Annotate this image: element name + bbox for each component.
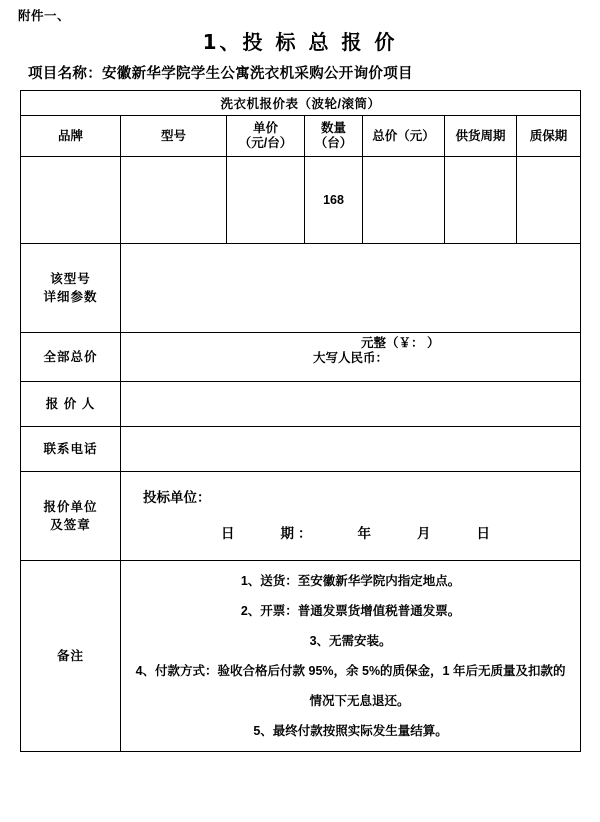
signature-company-label: 投标单位：: [143, 490, 211, 505]
quotation-table: [20, 90, 581, 752]
header-quantity-line2: （台）: [314, 136, 353, 150]
total-price-yuan-label: 元整（￥： ）: [361, 336, 440, 350]
signature-date-colon: 期：: [280, 526, 316, 541]
signature-year: 年: [357, 526, 375, 541]
table-row: [21, 157, 581, 244]
bidder-value[interactable]: [121, 382, 581, 427]
signature-row: [21, 472, 581, 561]
cell-total-price[interactable]: [363, 157, 445, 244]
cell-quantity: 168: [305, 157, 363, 244]
signature-day: 日: [476, 526, 494, 541]
header-model: 型号: [121, 116, 227, 157]
remark-item: 4、付款方式：验收合格后付款 95%，余 5%的质保金，1 年后无质量及扣款的: [135, 664, 566, 678]
signature-month: 月: [417, 526, 435, 541]
signature-company-line: [121, 480, 580, 516]
remark-item: 1、送货：至安徽新华学院内指定地点。: [240, 574, 461, 588]
total-price-uppercase-label: 大写人民币：: [313, 351, 389, 365]
remark-label: 备注: [21, 561, 121, 752]
remark-item: 5、最终付款按照实际发生量结算。: [253, 724, 448, 738]
phone-row: [21, 427, 581, 472]
signature-label-line1: 报价单位: [43, 500, 98, 514]
remark-item: 3、无需安装。: [309, 634, 392, 648]
signature-value[interactable]: [121, 472, 581, 561]
cell-brand[interactable]: [21, 157, 121, 244]
signature-date-label: 日: [221, 526, 239, 541]
header-warranty: 质保期: [517, 116, 581, 157]
spec-label-line1: 该型号: [50, 272, 91, 286]
phone-label: 联系电话: [21, 427, 121, 472]
remark-item-continued: 情况下无息退还。: [309, 694, 410, 708]
cell-supply-cycle[interactable]: [445, 157, 517, 244]
header-quantity: [305, 116, 363, 157]
header-quantity-line1: 数量: [320, 121, 346, 135]
header-total-price: 总价（元）: [363, 116, 445, 157]
header-unit-price-line1: 单价: [252, 121, 278, 135]
total-price-row: [21, 333, 581, 382]
cell-model[interactable]: [121, 157, 227, 244]
spec-label-line2: 详细参数: [43, 290, 98, 304]
remark-content: [121, 561, 581, 752]
table-caption-row: [21, 91, 581, 116]
bidder-row: [21, 382, 581, 427]
header-supply-cycle: 供货周期: [445, 116, 517, 157]
spec-label: [21, 244, 121, 333]
spec-value[interactable]: [121, 244, 581, 333]
table-header-row: [21, 116, 581, 157]
header-unit-price-line2: （元/台）: [238, 136, 293, 150]
signature-label-line2: 及签章: [50, 518, 91, 532]
table-caption: 洗衣机报价表（波轮/滚筒）: [21, 91, 581, 116]
attachment-label: 附件一、: [18, 9, 71, 23]
cell-warranty[interactable]: [517, 157, 581, 244]
header-unit-price: [227, 116, 305, 157]
total-price-label: 全部总价: [21, 333, 121, 382]
remark-item: 2、开票：普通发票货增值税普通发票。: [240, 604, 461, 618]
page-title: 1、投 标 总 报 价: [202, 30, 398, 54]
phone-value[interactable]: [121, 427, 581, 472]
header-brand: 品牌: [21, 116, 121, 157]
cell-unit-price[interactable]: [227, 157, 305, 244]
bidder-label: 报 价 人: [21, 382, 121, 427]
total-price-value[interactable]: [121, 333, 581, 382]
remark-row: [21, 561, 581, 752]
spec-row: [21, 244, 581, 333]
project-name-line: 项目名称：安徽新华学院学生公寓洗衣机采购公开询价项目: [28, 66, 413, 82]
signature-date-line: [121, 516, 580, 552]
signature-label: [21, 472, 121, 561]
